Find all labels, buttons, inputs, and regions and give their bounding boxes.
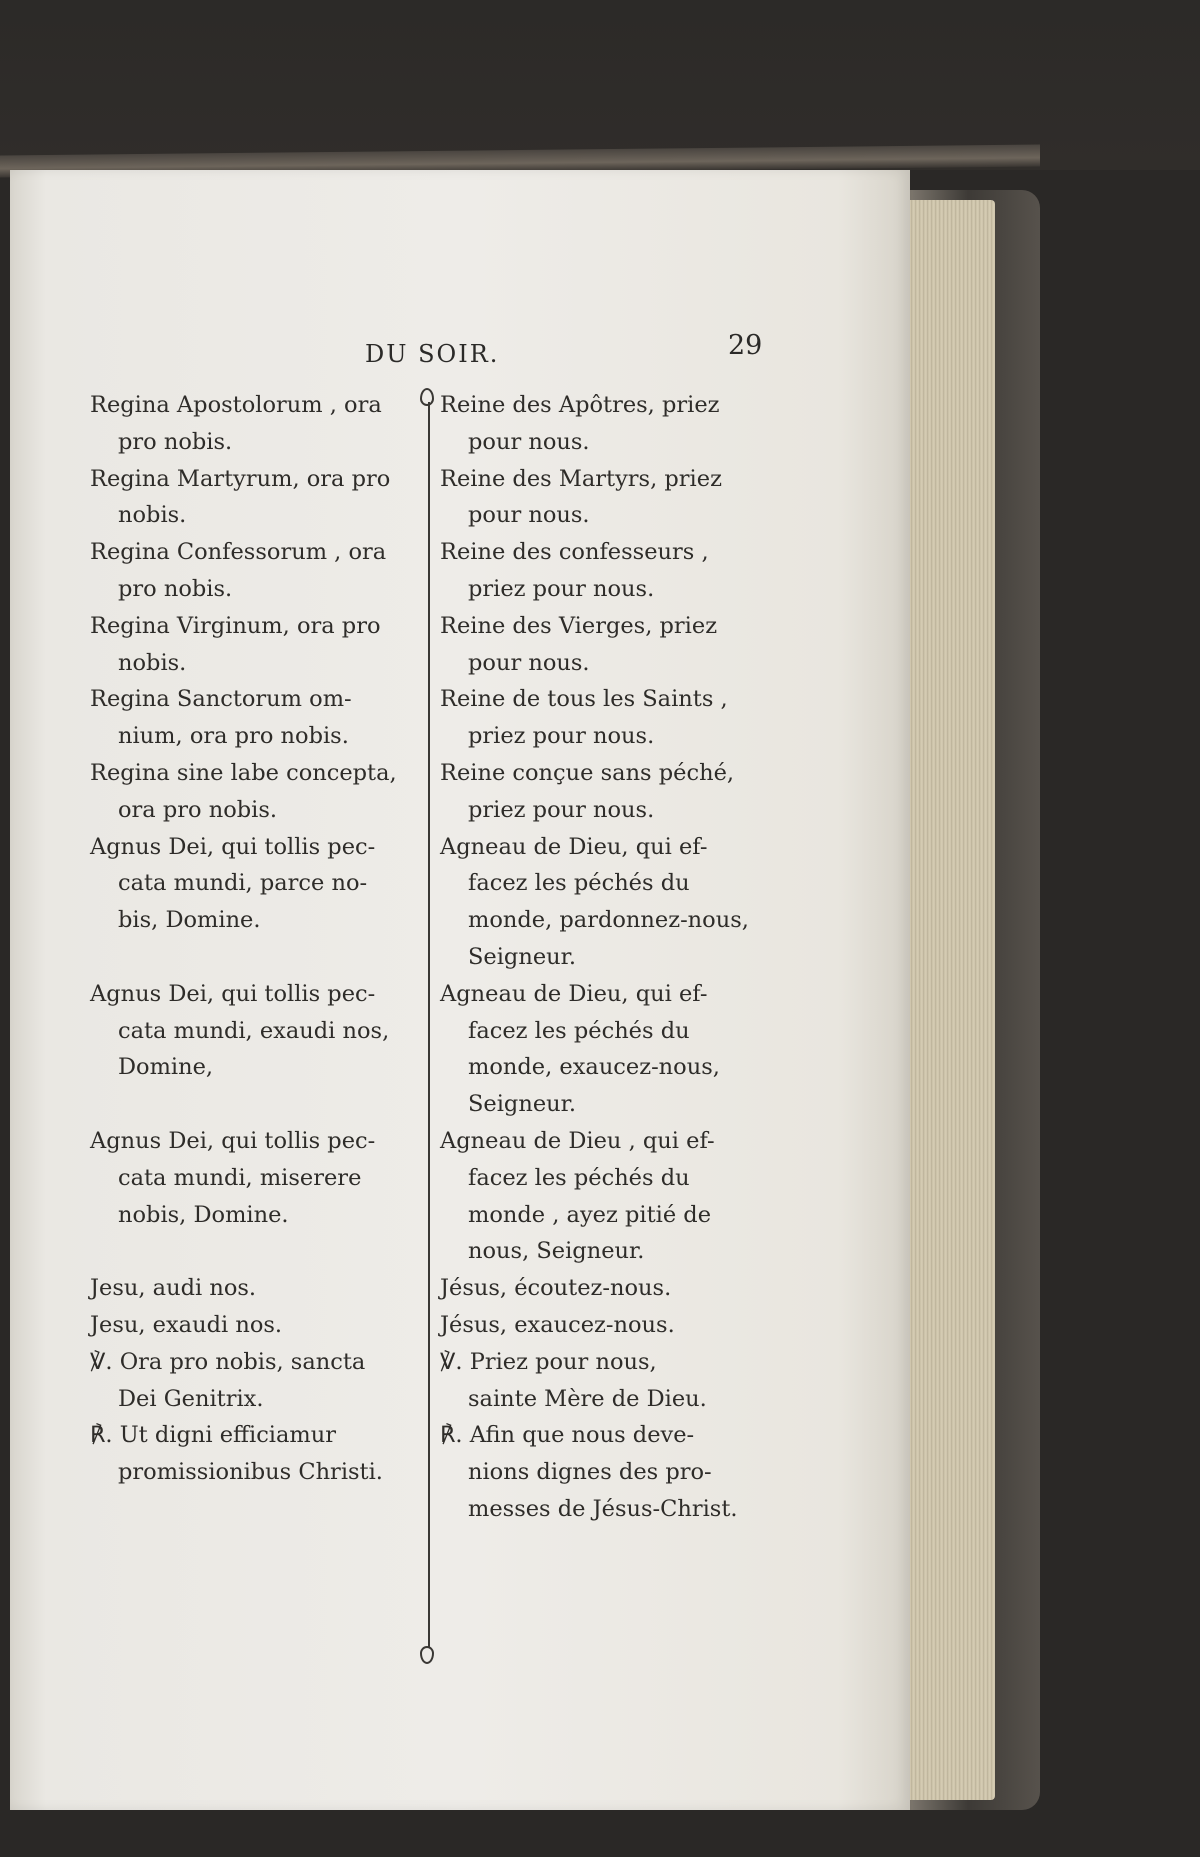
french-line: ℟. Afin que nous deve- bbox=[440, 1422, 695, 1449]
french-line: nions dignes des pro- bbox=[468, 1459, 712, 1486]
french-line: ℣. Priez pour nous, bbox=[440, 1348, 657, 1375]
latin-line: Regina Martyrum, ora pro bbox=[90, 465, 391, 492]
french-entry bbox=[440, 829, 780, 976]
french-entry bbox=[440, 608, 780, 682]
french-line: Reine des confesseurs , bbox=[440, 539, 709, 566]
french-line: Agneau de Dieu , qui ef- bbox=[440, 1127, 715, 1154]
french-entry bbox=[440, 1307, 780, 1344]
french-entry bbox=[440, 534, 780, 608]
french-entry bbox=[440, 387, 780, 461]
french-line: messes de Jésus-Christ. bbox=[468, 1495, 738, 1522]
column-end-mark-icon bbox=[420, 1646, 434, 1664]
latin-entry bbox=[90, 387, 420, 461]
french-entry bbox=[440, 1270, 780, 1307]
french-line: priez pour nous. bbox=[468, 723, 655, 750]
french-line: nous, Seigneur. bbox=[468, 1238, 645, 1265]
latin-line: ℣. Ora pro nobis, sancta bbox=[90, 1348, 366, 1375]
latin-line: Domine, bbox=[118, 1054, 214, 1081]
french-entry bbox=[440, 1344, 780, 1418]
french-entry bbox=[440, 976, 780, 1123]
latin-line: cata mundi, exaudi nos, bbox=[118, 1017, 390, 1044]
latin-line: ℟. Ut digni efficiamur bbox=[90, 1422, 336, 1449]
french-line: Agneau de Dieu, qui ef- bbox=[440, 980, 708, 1007]
french-line: facez les péchés du bbox=[468, 870, 690, 897]
french-line: facez les péchés du bbox=[468, 1017, 690, 1044]
latin-line: Agnus Dei, qui tollis pec- bbox=[90, 1127, 376, 1154]
latin-entry bbox=[90, 829, 420, 939]
french-line: priez pour nous. bbox=[468, 796, 655, 823]
french-line: Jésus, écoutez-nous. bbox=[440, 1275, 672, 1302]
latin-line: Regina Confessorum , ora bbox=[90, 539, 387, 566]
spacer bbox=[90, 939, 420, 976]
latin-column bbox=[90, 387, 420, 1491]
latin-line: nobis, Domine. bbox=[118, 1201, 289, 1228]
page-edges bbox=[900, 200, 995, 1800]
latin-line: Jesu, exaudi nos. bbox=[90, 1311, 283, 1338]
french-line: Reine des Martyrs, priez bbox=[440, 465, 722, 492]
latin-line: Regina sine labe concepta, bbox=[90, 759, 397, 786]
spacer bbox=[90, 1233, 420, 1270]
column-divider bbox=[428, 402, 430, 1647]
latin-line: Regina Virginum, ora pro bbox=[90, 612, 381, 639]
latin-line: cata mundi, parce no- bbox=[118, 870, 368, 897]
book-page bbox=[10, 170, 910, 1810]
latin-entry bbox=[90, 681, 420, 755]
latin-line: ora pro nobis. bbox=[118, 796, 278, 823]
french-line: Jésus, exaucez-nous. bbox=[440, 1311, 675, 1338]
french-line: pour nous. bbox=[468, 649, 590, 676]
french-line: Reine de tous les Saints , bbox=[440, 686, 728, 713]
french-line: Reine des Apôtres, priez bbox=[440, 392, 720, 418]
latin-line: pro nobis. bbox=[118, 575, 233, 602]
french-entry bbox=[440, 1417, 780, 1527]
french-line: pour nous. bbox=[468, 502, 590, 529]
french-entry bbox=[440, 681, 780, 755]
french-line: monde, exaucez-nous, bbox=[468, 1054, 720, 1081]
french-entry bbox=[440, 461, 780, 535]
latin-line: Dei Genitrix. bbox=[118, 1385, 264, 1412]
latin-entry bbox=[90, 461, 420, 535]
french-column bbox=[440, 387, 780, 1528]
latin-line: Regina Sanctorum om- bbox=[90, 686, 352, 713]
column-start-mark-icon bbox=[420, 388, 434, 406]
french-line: Reine conçue sans péché, bbox=[440, 759, 735, 786]
latin-entry bbox=[90, 608, 420, 682]
latin-line: promissionibus Christi. bbox=[118, 1459, 383, 1486]
latin-entry bbox=[90, 1417, 420, 1491]
latin-entry bbox=[90, 1344, 420, 1418]
latin-line: Agnus Dei, qui tollis pec- bbox=[90, 833, 376, 860]
french-line: Reine des Vierges, priez bbox=[440, 612, 718, 639]
latin-entry bbox=[90, 755, 420, 829]
latin-line: Jesu, audi nos. bbox=[90, 1275, 257, 1302]
latin-entry bbox=[90, 976, 420, 1086]
latin-entry bbox=[90, 1307, 420, 1344]
latin-line: cata mundi, miserere bbox=[118, 1164, 362, 1191]
latin-entry bbox=[90, 1123, 420, 1233]
latin-line: Agnus Dei, qui tollis pec- bbox=[90, 980, 376, 1007]
french-line: monde , ayez pitié de bbox=[468, 1201, 712, 1228]
french-line: pour nous. bbox=[468, 428, 590, 455]
spacer bbox=[90, 1086, 420, 1123]
page-number: 29 bbox=[728, 330, 763, 361]
french-entry bbox=[440, 1123, 780, 1270]
french-line: Agneau de Dieu, qui ef- bbox=[440, 833, 708, 860]
latin-line: pro nobis. bbox=[118, 428, 233, 455]
latin-entry bbox=[90, 1270, 420, 1307]
latin-line: nobis. bbox=[118, 502, 187, 529]
latin-line: nobis. bbox=[118, 649, 187, 676]
french-line: monde, pardonnez-nous, bbox=[468, 907, 749, 934]
latin-line: Regina Apostolorum , ora bbox=[90, 392, 382, 418]
latin-line: bis, Domine. bbox=[118, 907, 261, 934]
french-line: sainte Mère de Dieu. bbox=[468, 1385, 707, 1412]
french-line: facez les péchés du bbox=[468, 1164, 690, 1191]
latin-line: nium, ora pro nobis. bbox=[118, 723, 349, 750]
running-head: DU SOIR. bbox=[365, 340, 500, 368]
french-entry bbox=[440, 755, 780, 829]
french-line: Seigneur. bbox=[468, 943, 577, 970]
french-line: Seigneur. bbox=[468, 1091, 577, 1118]
latin-entry bbox=[90, 534, 420, 608]
french-line: priez pour nous. bbox=[468, 575, 655, 602]
